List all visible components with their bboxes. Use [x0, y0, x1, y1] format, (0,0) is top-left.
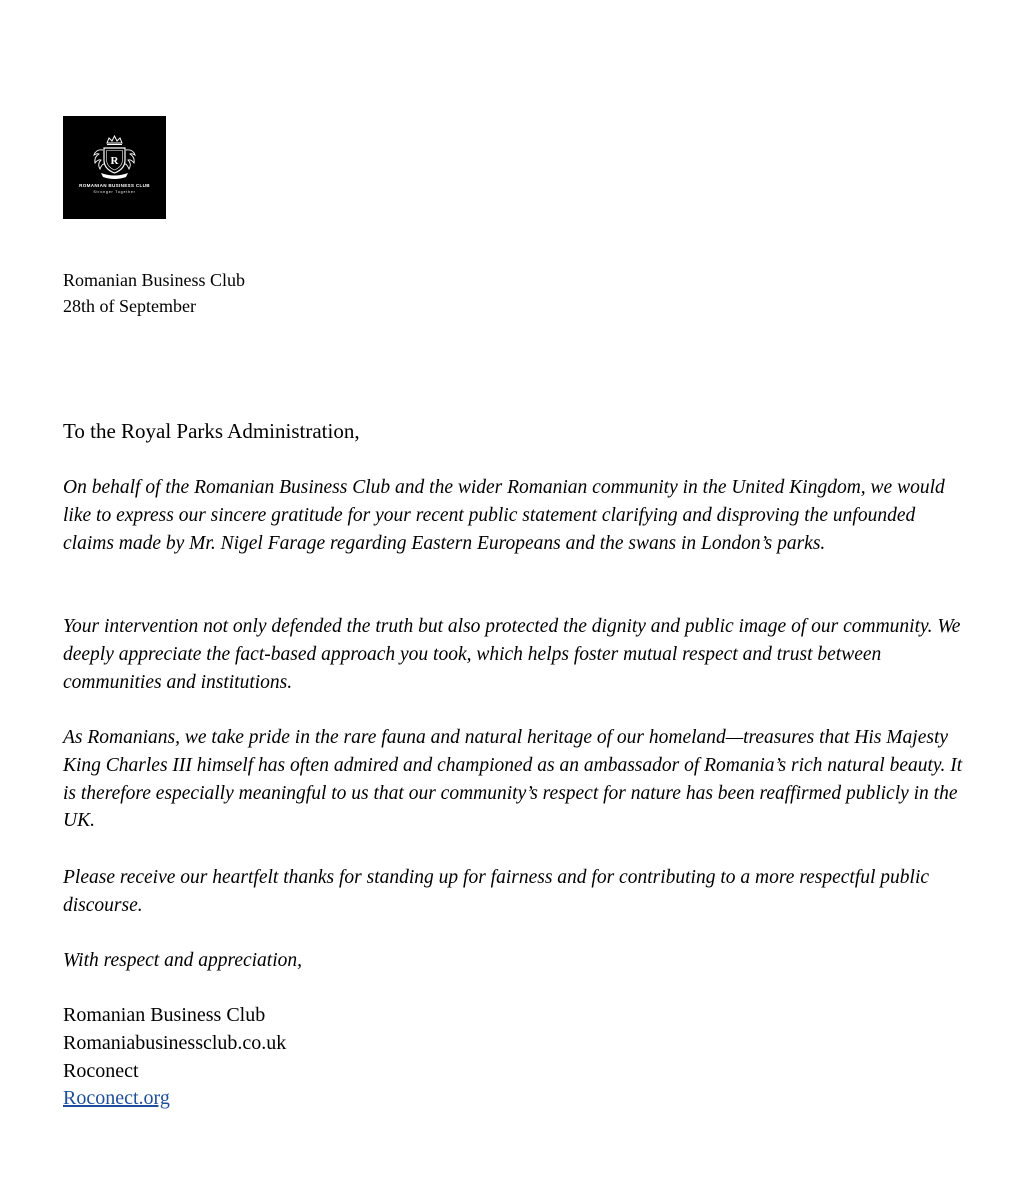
- paragraph-intervention: Your intervention not only defended the truth but also protected the dignity and public image of our community. We deeply appreciate the fact-based approach you took, which helps foster mutual respect and trust between communities and institutions.: [63, 616, 961, 693]
- signature-org: Romanian Business Club: [63, 1004, 266, 1026]
- paragraph-gratitude: On behalf of the Romanian Business Club and the wider Romanian community in the United Kingdom, we would like to express our sincere gratitude for your recent public statement clarifying and disproving the unfounded claims made by Mr. Nigel Farage regarding Eastern Europeans and the swans in London’s parks.: [63, 477, 945, 554]
- crest-icon: [63, 116, 166, 219]
- roconect-link[interactable]: Roconect.org: [63, 1087, 170, 1110]
- sender-block: [63, 267, 245, 319]
- closing-line: With respect and appreciation,: [63, 950, 303, 971]
- letter-date: 28th of September: [63, 296, 196, 316]
- signature-partner: Roconect: [63, 1059, 139, 1082]
- romanian-business-club-logo: [63, 116, 166, 219]
- signature-website: Romaniabusinessclub.co.uk: [63, 1031, 287, 1054]
- paragraph-heritage: As Romanians, we take pride in the rare fauna and natural heritage of our homeland—treasures that His Majesty King Charles III himself has often admired and championed as an ambassador of Romania’s rich natural beauty. It is therefore especially meaningful to us that our community’s respect for nature has been reaffirmed publicly in the UK.: [63, 727, 963, 832]
- signature-block: [63, 1002, 286, 1113]
- sender-name: Romanian Business Club: [63, 270, 246, 290]
- paragraph-thanks: Please receive our heartfelt thanks for standing up for fairness and for contributing to a more respectful public discourse.: [63, 867, 930, 916]
- svg-text:Stronger Together: Stronger Together: [93, 190, 136, 194]
- salutation: To the Royal Parks Administration,: [63, 419, 360, 443]
- svg-text:R: R: [110, 155, 119, 167]
- svg-text:ROMANIAN BUSINESS CLUB: ROMANIAN BUSINESS CLUB: [79, 183, 150, 188]
